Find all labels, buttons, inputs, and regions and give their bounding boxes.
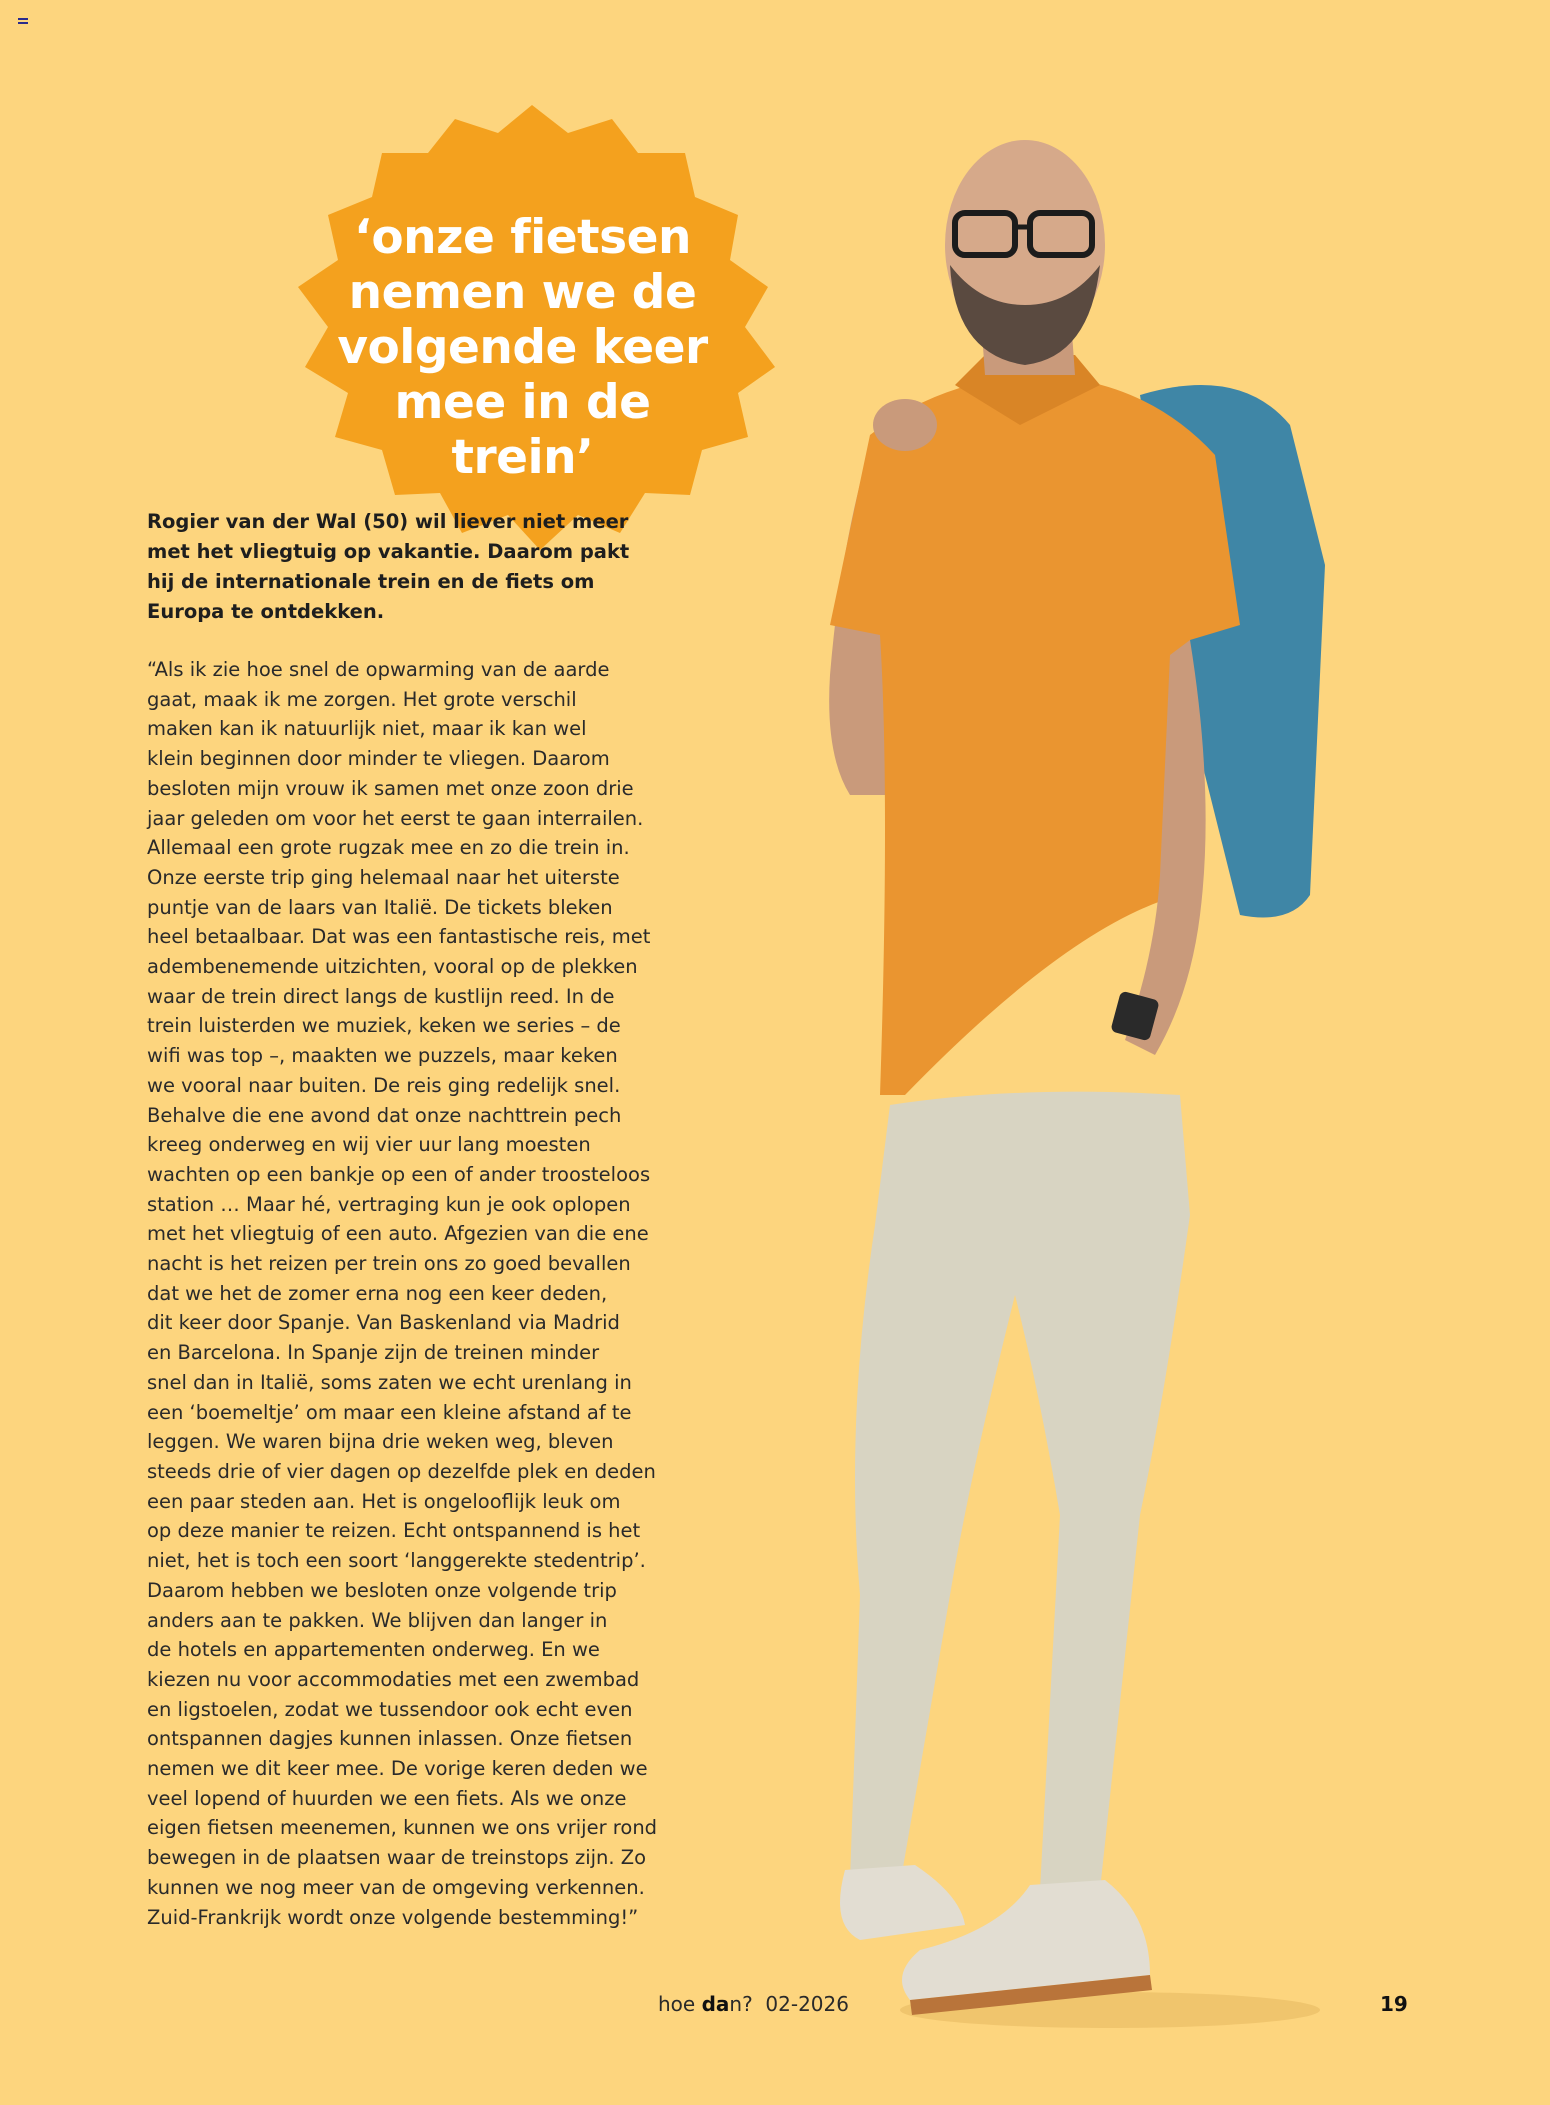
article-body-line: wifi was top –, maakten we puzzels, maar keken	[147, 1044, 618, 1068]
article-body-line: puntje van de laars van Italië. De tickets bleken	[147, 895, 613, 919]
article-body-line: bewegen in de plaatsen waar de treinstops zijn. Zo	[147, 1846, 647, 1870]
article-intro: Rogier van der Wal (50) wil liever niet meer met het vliegtuig op vakantie. Daarom pakt hij de internationale trein en de fiets om Europa te ontdekken.	[147, 510, 630, 623]
article-body-line: nemen we dit keer mee. De vorige keren deden we	[147, 1757, 648, 1781]
article-body-line: een ‘boemeltje’ om maar een kleine afstand af te	[147, 1400, 632, 1424]
article-body-line: kiezen nu voor accommodaties met een zwembad	[147, 1667, 640, 1691]
page-number: 19	[1380, 1992, 1408, 2016]
article-body-line: veel lopend of huurden we een fiets. Als we onze	[147, 1786, 627, 1810]
article-body-line: leggen. We waren bijna drie weken weg, bleven	[147, 1430, 614, 1454]
article-body-line: heel betaalbaar. Dat was een fantastische reis, met	[147, 925, 651, 949]
article-body-line: nacht is het reizen per trein ons zo goed bevallen	[147, 1252, 631, 1276]
article-body-line: klein beginnen door minder te vliegen. Daarom	[147, 747, 610, 771]
article-body-line: ontspannen dagjes kunnen inlassen. Onze fietsen	[147, 1727, 633, 1751]
article-body-line: dat we het de zomer erna nog een keer deden,	[147, 1281, 608, 1305]
article-body-line: jaar geleden om voor het eerst te gaan interrailen.	[147, 806, 644, 830]
article-body-line: Zuid-Frankrijk wordt onze volgende bestemming!”	[147, 1905, 639, 1929]
portrait-photo	[770, 95, 1420, 2035]
article-body-line: “Als ik zie hoe snel de opwarming van de aarde	[147, 658, 610, 681]
article-body-line: anders aan te pakken. We blijven dan langer in	[147, 1608, 608, 1632]
trousers-shape	[850, 1092, 1190, 1890]
article-body-line: en Barcelona. In Spanje zijn de treinen minder	[147, 1341, 600, 1365]
article-body-line: Daarom hebben we besloten onze volgende trip	[147, 1578, 617, 1602]
article-body-line: op deze manier te reizen. Echt ontspannend is het	[147, 1519, 641, 1543]
magazine-footer	[658, 1992, 849, 2016]
article-body-line: besloten mijn vrouw ik samen met onze zoon drie	[147, 776, 634, 800]
article-body-line: niet, het is toch een soort ‘langgerekte stedentrip’.	[147, 1549, 646, 1573]
menu-icon[interactable]	[18, 18, 28, 26]
article-body-line: wachten op een bankje op een of ander troosteloos	[147, 1162, 651, 1186]
article-body-line: station … Maar hé, vertraging kun je ook oplopen	[147, 1192, 631, 1216]
article-body-line: maken kan ik natuurlijk niet, maar ik kan wel	[147, 717, 587, 741]
article-body-line: en ligstoelen, zodat we tussendoor ook echt even	[147, 1697, 633, 1721]
article-body-line: dit keer door Spanje. Van Baskenland via Madrid	[147, 1311, 620, 1335]
article-body-line: snel dan in Italië, soms zaten we echt urenlang in	[147, 1370, 632, 1394]
article-body-line: eigen fietsen meenemen, kunnen we ons vrijer rond	[147, 1816, 658, 1840]
article-body-line: met het vliegtuig of een auto. Afgezien van die ene	[147, 1222, 649, 1246]
article-body-line: waar de trein direct langs de kustlijn reed. In de	[147, 984, 615, 1008]
pull-quote: ‘onze fietsen nemen we de volgende keer mee in de trein’	[337, 210, 708, 485]
article-body-line: Allemaal een grote rugzak mee en zo die trein in.	[147, 836, 630, 860]
article-body-line: een paar steden aan. Het is ongelooflijk leuk om	[147, 1489, 621, 1513]
article-body-line: trein luisterden we muziek, keken we series – de	[147, 1014, 621, 1038]
article-body-line: de hotels en appartementen onderweg. En we	[147, 1638, 600, 1662]
article-body-line: steeds drie of vier dagen op dezelfde plek en deden	[147, 1459, 656, 1483]
article-body-line: Onze eerste trip ging helemaal naar het uiterste	[147, 865, 620, 889]
article-body-line: gaat, maak ik me zorgen. Het grote verschil	[147, 687, 577, 711]
article-body-line: kunnen we nog meer van de omgeving verkennen.	[147, 1875, 645, 1899]
shoe-left	[840, 1865, 965, 1940]
magazine-name-suffix: n?	[729, 1992, 753, 2016]
magazine-name-bold: da	[701, 1992, 730, 2016]
magazine-name-prefix: hoe	[658, 1992, 702, 2016]
article-body	[147, 655, 658, 1932]
issue-number: 02-2026	[765, 1992, 849, 2016]
portrait-illustration	[770, 95, 1420, 2035]
article-body-line: we vooral naar buiten. De reis ging redelijk snel.	[147, 1073, 621, 1097]
article-body-line: Behalve die ene avond dat onze nachttrein pech	[147, 1103, 622, 1127]
article-body-line: adembenemende uitzichten, vooral op de plekken	[147, 955, 638, 979]
article-body-line: kreeg onderweg en wij vier uur lang moesten	[147, 1133, 591, 1157]
